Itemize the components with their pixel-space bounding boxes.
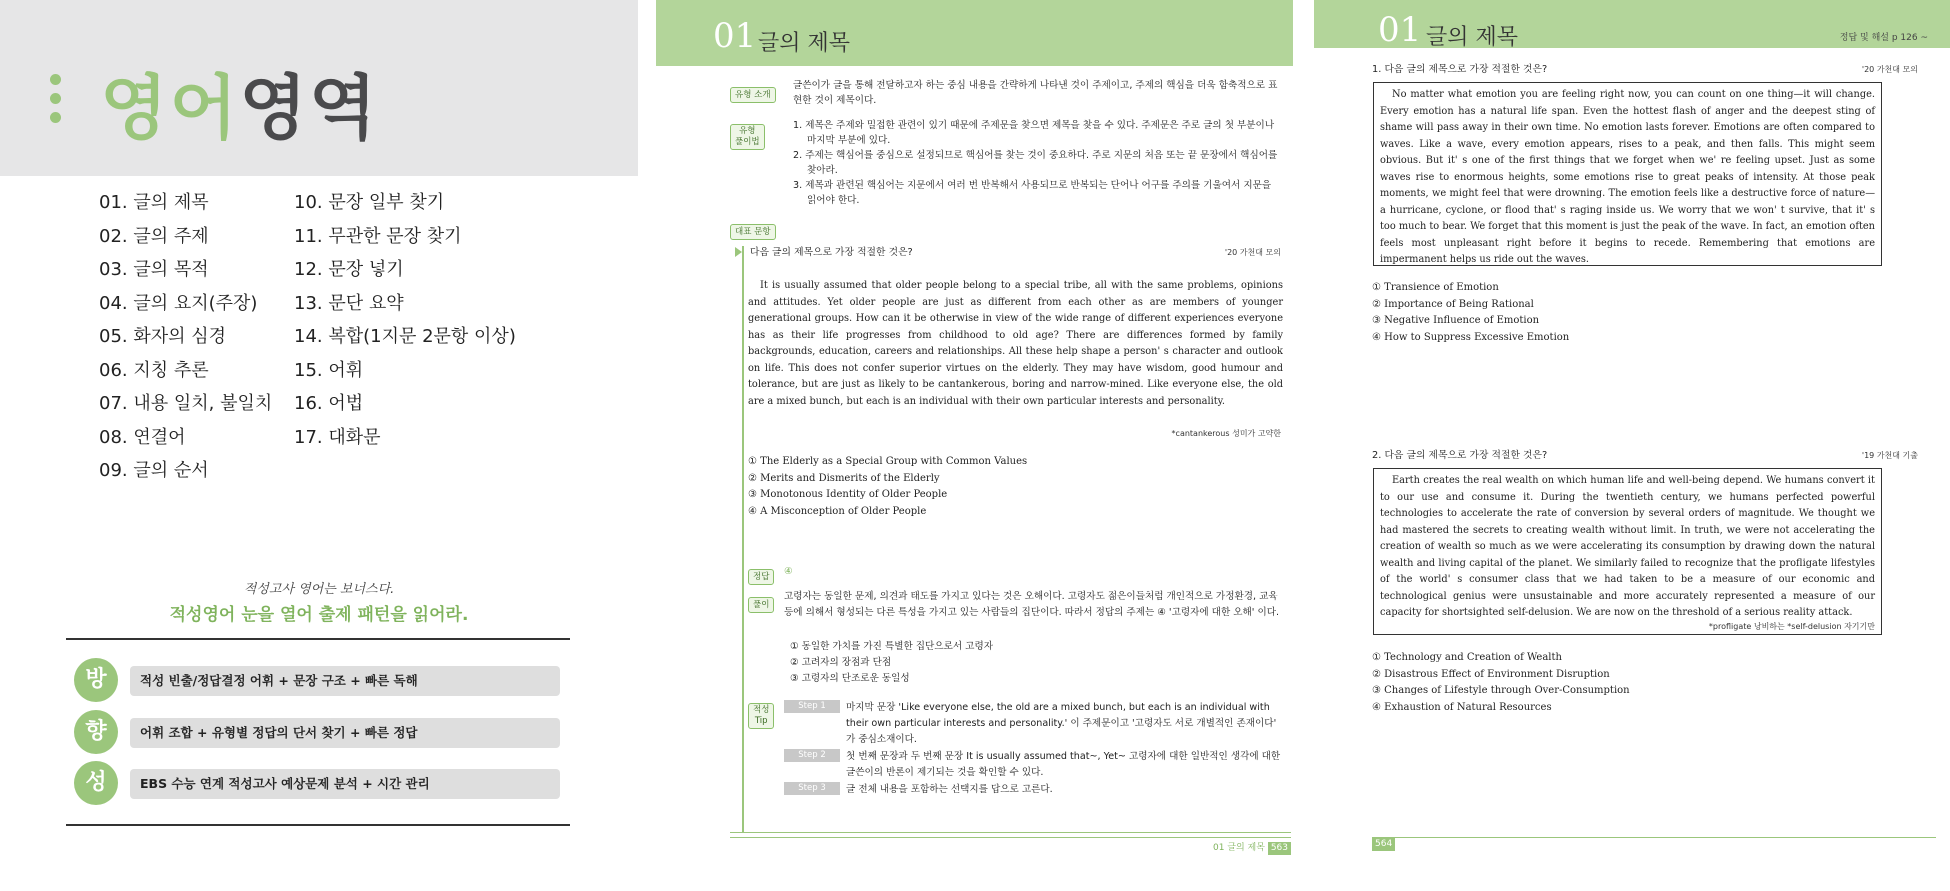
option[interactable]: ④ Exhaustion of Natural Resources bbox=[1372, 701, 1552, 713]
toc-item[interactable]: 01. 글의 제목 bbox=[99, 192, 209, 213]
toc-item[interactable]: 08. 연결어 bbox=[99, 426, 186, 448]
method-item: 3. 제목과 관련된 핵심어는 지문에서 여러 번 반복해서 사용되므로 반복되는 단어나 어구를 주의를 기울여서 지문을 읽어야 한다. bbox=[793, 180, 1272, 206]
toc-item[interactable]: 13. 문단 요약 bbox=[294, 292, 404, 314]
passage-box-2 bbox=[1373, 468, 1882, 635]
option[interactable]: ② Merits and Dismerits of the Elderly bbox=[748, 472, 940, 484]
step-label: Step 3 bbox=[784, 782, 840, 795]
pill-text: 적성 빈출/정답결정 어휘 + 문장 구조 + 빠른 독해 bbox=[130, 666, 560, 696]
answer-reference: 정답 및 해설 p 126 ~ bbox=[1839, 33, 1928, 43]
page-footer bbox=[1372, 838, 1395, 851]
tag-tip: 적성 Tip bbox=[748, 703, 774, 729]
explain-text: 고령자는 동일한 문제, 의견과 태도를 가지고 있다는 것은 오해이다. 고령자도 젊은이들처럼 개인적으로 가정환경, 교육 등에 의해서 형성되는 다른 특성을 가지고 있는 사람들의 집단이다. 따라서 정답의 주제는 ④ '고령자에 대한 오해' 이다. bbox=[784, 591, 1280, 618]
question-1: 1. 다음 글의 제목으로 가장 적절한 것은? bbox=[1372, 64, 1548, 75]
pill-char: 향 bbox=[74, 710, 118, 754]
divider-bottom bbox=[66, 824, 570, 826]
step-text: 첫 번째 문장과 두 번째 문장 It is usually assumed that~, Yet~ 고령자에 대한 일반적인 생각에 대한 글쓴이의 반론이 제기되는 것을 확인할 수 있다. bbox=[846, 751, 1281, 778]
toc-item[interactable]: 09. 글의 순서 bbox=[99, 460, 209, 481]
option[interactable]: ① The Elderly as a Special Group with Common Values bbox=[748, 456, 1028, 467]
pill-text: 어휘 조합 + 유형별 정답의 단서 찾기 + 빠른 정답 bbox=[130, 718, 560, 748]
page-header bbox=[656, 0, 1293, 66]
strategy-pill bbox=[74, 710, 560, 754]
footer-rule-2 bbox=[730, 837, 1291, 838]
toc-item[interactable]: 06. 지칭 추론 bbox=[99, 359, 209, 381]
toc-right-column bbox=[294, 186, 516, 454]
divider-top bbox=[66, 638, 570, 640]
page-number: 563 bbox=[1268, 842, 1291, 855]
footer-title: 01 글의 제목 bbox=[1212, 843, 1265, 853]
step-label: Step 1 bbox=[784, 700, 840, 713]
title-green: 영어 bbox=[100, 67, 240, 149]
header-title: 글의 제목 bbox=[758, 31, 851, 56]
explain-options bbox=[784, 639, 1281, 687]
tag-method: 유형 풀이법 bbox=[730, 124, 765, 150]
slogan: 적성영어 눈을 열어 출제 패턴을 읽어라. bbox=[169, 605, 469, 625]
tip-step bbox=[784, 782, 1281, 798]
step-text: 마지막 문장 'Like everyone else, the old are a mixed bunch, but each is an individual with their own particular interests and personality.' 이 주제문이고 '고령자도 서로 개별적인 존재이다' 가 중심소재이다. bbox=[846, 702, 1277, 745]
bullet-dots-icon bbox=[50, 74, 62, 131]
question-2: 2. 다음 글의 제목으로 가장 적절한 것은? bbox=[1372, 450, 1548, 461]
tip-steps bbox=[784, 700, 1281, 798]
option[interactable]: ① Transience of Emotion bbox=[1372, 282, 1499, 293]
toc-item[interactable]: 03. 글의 목적 bbox=[99, 259, 209, 280]
option[interactable]: ① Technology and Creation of Wealth bbox=[1372, 652, 1562, 663]
handwriting-note: 적성고사 영어는 보너스다. bbox=[243, 582, 395, 597]
option[interactable]: ③ Negative Influence of Emotion bbox=[1372, 315, 1540, 326]
pill-char: 방 bbox=[74, 658, 118, 702]
option[interactable]: ③ Monotonous Identity of Older People bbox=[748, 489, 948, 500]
toc-item[interactable]: 15. 어휘 bbox=[294, 359, 364, 381]
page-header bbox=[1314, 0, 1950, 48]
toc-item[interactable]: 02. 글의 주제 bbox=[99, 225, 209, 247]
question-text: 다음 글의 제목으로 가장 적절한 것은? bbox=[750, 247, 913, 258]
cover-page bbox=[0, 0, 638, 891]
pill-text: EBS 수능 연계 적성고사 예상문제 분석 + 시간 관리 bbox=[130, 769, 560, 799]
question-1-source: '20 가천대 모의 bbox=[1861, 65, 1918, 74]
answer-value: ④ bbox=[784, 566, 793, 577]
passage-box-1 bbox=[1373, 82, 1882, 266]
option[interactable]: ③ Changes of Lifestyle through Over-Consumption bbox=[1372, 685, 1630, 696]
footer-rule bbox=[730, 832, 1291, 833]
practice-page bbox=[1314, 0, 1950, 891]
strategy-pill bbox=[74, 761, 560, 805]
option[interactable]: ② Disastrous Effect of Environment Disruption bbox=[1372, 668, 1610, 680]
toc-item[interactable]: 05. 화자의 심경 bbox=[99, 326, 227, 347]
step-label: Step 2 bbox=[784, 749, 840, 762]
tip-step bbox=[784, 700, 1281, 748]
toc-item[interactable]: 10. 문장 일부 찾기 bbox=[294, 192, 445, 213]
question-source: '20 가천대 모의 bbox=[1224, 248, 1281, 257]
title-dark: 영역 bbox=[239, 67, 379, 149]
strategy-pill bbox=[74, 658, 560, 702]
section-title bbox=[100, 52, 379, 153]
passage-2: Earth creates the real wealth on which human life and well-being depend. We humans convert it to our use and consume it. During the twentieth century, we humans perfected powerful technologies to accelerate the rate of conversion by several orders of magnitude. We thought we had mastered the secrets to creating wealth without limit. In truth, we were not accelerating the creation of wealth so much as we were accelerating its consumption by drawing down the natural wealth and living capital of the planet. We similarly failed to recognize that the profligate lifestyles of the world' s consumer class that we had taken to be a measure of our economic and technological genius were unsustainable and more accurately represented a measure of our capacity for shortsighted self-delusion. We are now on the threshold of a serious reality attack. bbox=[1380, 475, 1875, 618]
passage-footnote: *cantankerous 성미가 고약한 bbox=[1171, 429, 1281, 438]
option-list bbox=[748, 454, 1027, 520]
footer-rule bbox=[1372, 837, 1936, 838]
tag-explain: 풀이 bbox=[748, 592, 774, 613]
page-footer bbox=[1213, 840, 1291, 855]
page-number: 564 bbox=[1372, 838, 1395, 851]
toc-item[interactable]: 17. 대화문 bbox=[294, 426, 381, 448]
header-number: 01 bbox=[713, 16, 757, 56]
method-item: 2. 주제는 핵심어를 중심으로 설정되므로 핵심어를 찾는 것이 중요하다. 주로 지문의 처음 또는 끝 문장에서 핵심어를 찾아라. bbox=[793, 150, 1278, 176]
pill-char: 성 bbox=[74, 761, 118, 805]
option[interactable]: ④ A Misconception of Older People bbox=[748, 505, 927, 517]
tag-example: 대표 문항 bbox=[730, 219, 776, 240]
passage: It is usually assumed that older people belong to a special tribe, all with the same problems, opinions and attitudes. Yet older people are just as different from each other as are members of younger generational groups. How can it be otherwise in view of the wide range of different experiences everyone has as their life progresses from childhood to old age? There are differences formed by family backgrounds, education, careers and relationships. All these help shape a person' s character and outlook on life. This does not confer superior virtues on the elderly. They may have wisdom, good humour and tolerance, but are just as likely to be cantankerous, boring and narrow-mined. Like everyone else, the old are a mixed bunch, but each is an individual with their own particular interests and personality. bbox=[748, 280, 1283, 407]
toc-item[interactable]: 16. 어법 bbox=[294, 393, 364, 414]
header-number: 01 bbox=[1378, 10, 1422, 50]
method-list bbox=[793, 118, 1281, 208]
header-title: 글의 제목 bbox=[1426, 25, 1519, 50]
toc-item[interactable]: 14. 복합(1지문 2문항 이상) bbox=[294, 326, 516, 347]
toc-left-column bbox=[99, 186, 272, 488]
play-triangle-icon bbox=[735, 247, 742, 257]
option[interactable]: ④ How to Suppress Excessive Emotion bbox=[1372, 331, 1570, 343]
passage-1: No matter what emotion you are feeling right now, you can count on one thing—it will change. Every emotion has a natural life span. Even the hottest flash of anger and the deepest sting of shame will pass away in their own time. No emotion lasts forever. Emotions are often compared to waves. Like a wave, every emotion appears, rises to a peak, and then falls. This might seem obvious. But it' s one of the first things that we forget when we' re feeling upset. Just as some waves rise to enormous heights, some emotions rise to great peaks of intensity. At those peak moments, we might feel that were drowning. The emotion feels like a destructive force of nature—a hurricane, cyclone, or flood that' s raging inside us. We worry that we won' t survive, that it' s too much to bear. We forget that this moment is just the peak of the wave. In fact, an emotion often feels most unpleasant right before it begins to recede. Remembering that emotions are impermanent helps us ride out the waves. bbox=[1380, 89, 1875, 265]
option-list-2 bbox=[1372, 650, 1630, 716]
explain-option: ③ 고령자의 단조로운 동일성 bbox=[790, 673, 910, 684]
option-list-1 bbox=[1372, 280, 1569, 346]
method-item: 1. 제목은 주제와 밀접한 관련이 있기 때문에 주제문을 찾으면 제목을 찾을 수 있다. 주제문은 주로 글의 첫 부분이나 마지막 부분에 있다. bbox=[793, 120, 1275, 146]
step-text: 글 전체 내용을 포함하는 선택지를 답으로 고른다. bbox=[846, 784, 1053, 795]
toc-item[interactable]: 04. 글의 요지(주장) bbox=[99, 292, 258, 314]
intro-text: 글쓴이가 글을 통해 전달하고자 하는 중심 내용을 간략하게 나타낸 것이 주제이고, 주제의 핵심을 더욱 함축적으로 표현한 것이 제목이다. bbox=[793, 80, 1278, 106]
tip-step bbox=[784, 749, 1281, 781]
toc-item[interactable]: 12. 문장 넣기 bbox=[294, 259, 404, 280]
explain-option: ② 고려자의 장점과 단점 bbox=[790, 657, 892, 668]
tag-intro: 유형 소개 bbox=[730, 82, 776, 103]
tag-answer: 정답 bbox=[748, 564, 774, 585]
question-2-source: '19 가천대 기출 bbox=[1861, 451, 1918, 460]
explain-option: ① 동일한 가치를 가진 특별한 집단으로서 고령자 bbox=[790, 641, 993, 652]
toc-item[interactable]: 07. 내용 일치, 불일치 bbox=[99, 393, 273, 414]
toc-item[interactable]: 11. 무관한 문장 찾기 bbox=[294, 225, 462, 247]
green-vline bbox=[742, 246, 744, 833]
lesson-page bbox=[656, 0, 1293, 891]
passage-2-footnote: *profligate 낭비하는 *self-delusion 자기기만 bbox=[1708, 622, 1875, 631]
option[interactable]: ② Importance of Being Rational bbox=[1372, 298, 1534, 310]
